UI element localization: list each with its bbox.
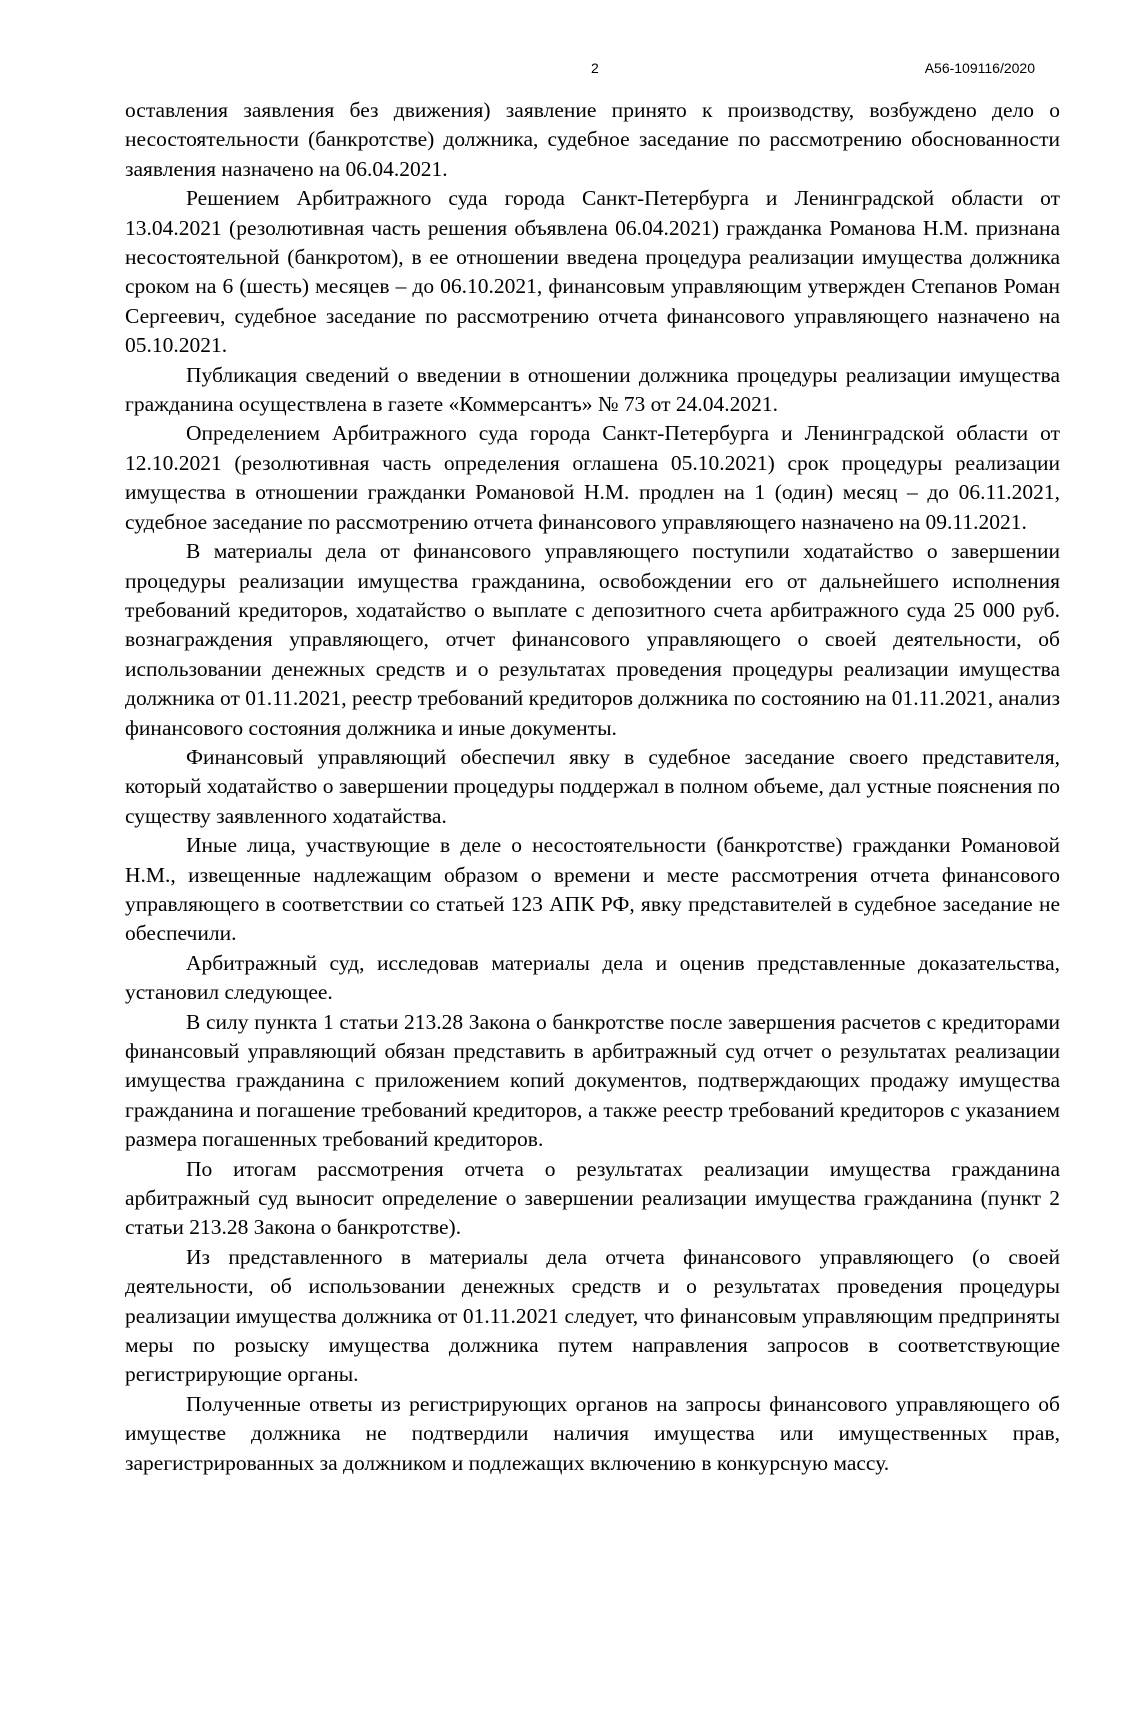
paragraph-continuation: оставления заявления без движения) заявление принято к производству, возбуждено дело о несостоятельности (банкротстве) должника, судебное заседание по рассмотрению обоснованности заявления назначено на 06.04.2021. (125, 98, 1060, 181)
page-header (0, 60, 1142, 80)
paragraph-registry-responses: Полученные ответы из регистрирующих органов на запросы финансового управляющего об имуществе должника не подтвердили наличия имущества или имущественных прав, зарегистрированных за должником и подлежащих включению в конкурсную массу. (125, 1391, 1060, 1475)
paragraph-manager-attendance: Финансовый управляющий обеспечил явку в судебное заседание своего представителя, который ходатайство о завершении процедуры поддержал в полном объеме, дал устные пояснения по существу заявленного ходатайства. (125, 744, 1060, 828)
document-body (125, 96, 1060, 1478)
case-number: А56-109116/2020 (924, 60, 1035, 76)
paragraph-law-clause-1: В силу пункта 1 статьи 213.28 Закона о банкротстве после завершения расчетов с кредиторами финансовый управляющий обязан представить в арбитражный суд отчет о результатах реализации имущества гражданина с приложением копий документов, подтверждающих продажу имущества гражданина и погашение требований кредиторов, а также реестр требований кредиторов с указанием размера погашенных требований кредиторов. (125, 1009, 1060, 1152)
paragraph-filed-materials: В материалы дела от финансового управляющего поступили ходатайство о завершении процедуры реализации имущества гражданина, освобождении его от дальнейшего исполнения требований кредиторов, ходатайство о выплате с депозитного счета арбитражного суда 25 000 руб. вознаграждения управляющего, отчет финансового управляющего о своей деятельности, об использовании денежных средств и о результатах проведения процедуры реализации имущества должника от 01.11.2021, реестр требований кредиторов должника по состоянию на 01.11.2021, анализ финансового состояния должника и иные документы. (125, 539, 1060, 740)
paragraph-other-parties: Иные лица, участвующие в деле о несостоятельности (банкротстве) гражданки Романовой Н.М., извещенные надлежащим образом о времени и месте рассмотрения отчета финансового управляющего в соответствии со статьей 123 АПК РФ, явку представителей в судебное заседание не обеспечили. (125, 833, 1060, 946)
paragraph-court-findings: Арбитражный суд, исследовав материалы дела и оценив представленные доказательства, установил следующее. (125, 950, 1060, 1005)
paragraph-extension-ruling: Определением Арбитражного суда города Санкт-Петербурга и Ленинградской области от 12.10.2021 (резолютивная часть определения оглашена 05.10.2021) срок процедуры реализации имущества в отношении гражданки Романовой Н.М. продлен на 1 (один) месяц – до 06.11.2021, судебное заседание по рассмотрению отчета финансового управляющего назначено на 09.11.2021. (125, 421, 1060, 534)
paragraph-manager-report: Из представленного в материалы дела отчета финансового управляющего (о своей деятельности, об использовании денежных средств и о результатах проведения процедуры реализации имущества должника от 01.11.2021 следует, что финансовым управляющим предприняты меры по розыску имущества должника путем направления запросов в соответствующие регистрирующие органы. (125, 1244, 1060, 1387)
paragraph-publication: Публикация сведений о введении в отношении должника процедуры реализации имущества гражданина осуществлена в газете «Коммерсантъ» № 73 от 24.04.2021. (125, 362, 1060, 417)
page-number: 2 (591, 60, 599, 76)
paragraph-law-clause-2: По итогам рассмотрения отчета о результатах реализации имущества гражданина арбитражный суд выносит определение о завершении реализации имущества гражданина (пункт 2 статьи 213.28 Закона о банкротстве). (125, 1156, 1060, 1240)
paragraph-decision: Решением Арбитражного суда города Санкт-Петербурга и Ленинградской области от 13.04.2021 (резолютивная часть решения объявлена 06.04.2021) гражданка Романова Н.М. признана несостоятельной (банкротом), в ее отношении введена процедура реализации имущества должника сроком на 6 (шесть) месяцев – до 06.10.2021, финансовым управляющим утвержден Степанов Роман Сергеевич, судебное заседание по рассмотрению отчета финансового управляющего назначено на 05.10.2021. (125, 186, 1060, 358)
